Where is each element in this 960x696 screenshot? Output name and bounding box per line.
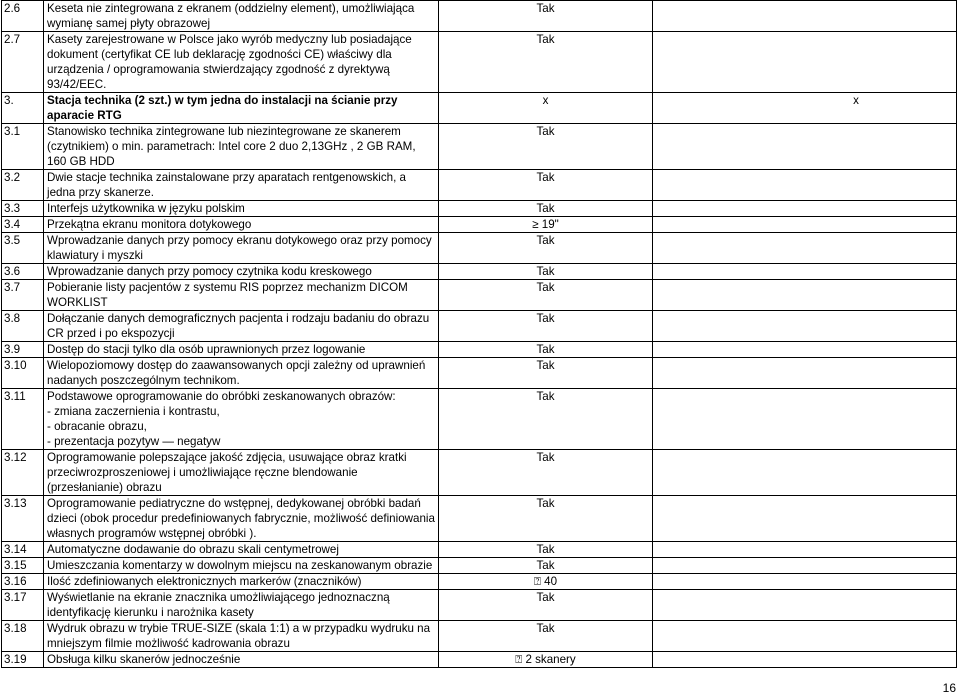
row-description-text: Wprowadzanie danych przy pomocy czytnika kodu kreskowego bbox=[47, 265, 372, 278]
row-value-text: Tak bbox=[536, 559, 555, 572]
row-extra bbox=[653, 342, 957, 358]
table-row bbox=[2, 1, 957, 32]
row-value-text: Tak bbox=[536, 202, 555, 215]
row-description-text: Oprogramowanie polepszające jakość zdjęcia, usuwające obraz kratki przeciwrozproszeniowej i umożliwiające ręczne blendowanie (przesłanianie) obrazu bbox=[47, 451, 407, 494]
row-value bbox=[439, 201, 653, 217]
row-bullet-item: - prezentacja pozytyw — negatyw bbox=[47, 435, 221, 448]
row-number: 3.1 bbox=[2, 124, 44, 170]
row-description-text: Automatyczne dodawanie do obrazu skali centymetrowej bbox=[47, 543, 339, 556]
row-number: 3.10 bbox=[2, 358, 44, 389]
row-value bbox=[439, 621, 653, 652]
row-value bbox=[439, 496, 653, 542]
table-row bbox=[2, 558, 957, 574]
row-value bbox=[439, 342, 653, 358]
row-extra bbox=[653, 124, 957, 170]
row-description bbox=[44, 574, 439, 590]
row-description-text: Kasety zarejestrowane w Polsce jako wyrób medyczny lub posiadające dokument (certyfikat CE lub deklarację zgodności CE) właściwy dla urządzenia / oprogramowania stwierdzający zgodność z dyrektywą 93/42/EEC. bbox=[47, 33, 412, 91]
row-value bbox=[439, 558, 653, 574]
row-value bbox=[439, 574, 653, 590]
row-extra bbox=[653, 264, 957, 280]
row-value-text: ⍰ 2 skanery bbox=[515, 653, 576, 666]
row-description bbox=[44, 32, 439, 93]
row-description-text: Interfejs użytkownika w języku polskim bbox=[47, 202, 245, 215]
row-value-text: x bbox=[542, 94, 549, 107]
row-number: 3.9 bbox=[2, 342, 44, 358]
table-row bbox=[2, 358, 957, 389]
row-description-text: Umieszczania komentarzy w dowolnym miejscu na zeskanowanym obrazie bbox=[47, 559, 433, 572]
row-description bbox=[44, 558, 439, 574]
row-description bbox=[44, 389, 439, 450]
row-description bbox=[44, 450, 439, 496]
row-description-text: Wielopoziomowy dostęp do zaawansowanych opcji zależny od uprawnień nadanych poszczególnym technikom. bbox=[47, 359, 426, 387]
row-value bbox=[439, 217, 653, 233]
row-extra bbox=[653, 201, 957, 217]
row-description bbox=[44, 264, 439, 280]
row-description bbox=[44, 590, 439, 621]
row-extra bbox=[653, 389, 957, 450]
row-value-text: Tak bbox=[536, 497, 555, 510]
row-number: 3.13 bbox=[2, 496, 44, 542]
page-number: 16 bbox=[942, 681, 956, 695]
row-value-text: Tak bbox=[536, 622, 555, 635]
row-extra-text: x bbox=[853, 94, 859, 107]
table-row bbox=[2, 124, 957, 170]
row-number: 3.15 bbox=[2, 558, 44, 574]
row-extra bbox=[653, 170, 957, 201]
table-row bbox=[2, 217, 957, 233]
table-row bbox=[2, 233, 957, 264]
row-value bbox=[439, 311, 653, 342]
row-value bbox=[439, 264, 653, 280]
row-description-text: Obsługa kilku skanerów jednocześnie bbox=[47, 653, 241, 666]
row-number: 3.7 bbox=[2, 280, 44, 311]
row-description-text: Wydruk obrazu w trybie TRUE-SIZE (skala 1:1) a w przypadku wydruku na mniejszym filmie możliwość kadrowania obrazu bbox=[47, 622, 431, 650]
row-value-text: Tak bbox=[536, 33, 555, 46]
specification-table bbox=[1, 0, 957, 668]
row-extra bbox=[653, 450, 957, 496]
row-number: 3. bbox=[2, 93, 44, 124]
table-row bbox=[2, 621, 957, 652]
row-value bbox=[439, 542, 653, 558]
row-number: 3.5 bbox=[2, 233, 44, 264]
table-row bbox=[2, 311, 957, 342]
row-value-text: Tak bbox=[536, 451, 555, 464]
row-extra bbox=[653, 32, 957, 93]
row-description-text: Ilość zdefiniowanych elektronicznych markerów (znaczników) bbox=[47, 575, 362, 588]
row-bullet-item: - obracanie obrazu, bbox=[47, 420, 147, 433]
row-extra bbox=[653, 590, 957, 621]
row-description bbox=[44, 542, 439, 558]
row-bullet-item: - zmiana zaczernienia i kontrastu, bbox=[47, 405, 220, 418]
row-description bbox=[44, 342, 439, 358]
table-row bbox=[2, 496, 957, 542]
row-description bbox=[44, 201, 439, 217]
row-number: 3.3 bbox=[2, 201, 44, 217]
row-extra bbox=[653, 217, 957, 233]
row-extra bbox=[653, 280, 957, 311]
row-value bbox=[439, 652, 653, 668]
row-number: 3.11 bbox=[2, 389, 44, 450]
row-number: 3.12 bbox=[2, 450, 44, 496]
row-number: 3.2 bbox=[2, 170, 44, 201]
table-row bbox=[2, 32, 957, 93]
row-value bbox=[439, 233, 653, 264]
row-number: 3.14 bbox=[2, 542, 44, 558]
row-description bbox=[44, 496, 439, 542]
table-row bbox=[2, 590, 957, 621]
table-row bbox=[2, 280, 957, 311]
row-value-text: Tak bbox=[536, 591, 555, 604]
table-row bbox=[2, 93, 957, 124]
row-value bbox=[439, 389, 653, 450]
row-value bbox=[439, 450, 653, 496]
row-number: 3.4 bbox=[2, 217, 44, 233]
row-value-text: Tak bbox=[536, 125, 555, 138]
row-value bbox=[439, 93, 653, 124]
row-description-text: Wprowadzanie danych przy pomocy ekranu dotykowego oraz przy pomocy klawiatury i myszki bbox=[47, 234, 432, 262]
row-description-text: Przekątna ekranu monitora dotykowego bbox=[47, 218, 252, 231]
row-extra bbox=[653, 233, 957, 264]
row-number: 3.17 bbox=[2, 590, 44, 621]
row-value-text: Tak bbox=[536, 171, 555, 184]
row-description bbox=[44, 358, 439, 389]
row-description-text: Stanowisko technika zintegrowane lub niezintegrowane ze skanerem (czytnikiem) o min. parametrach: Intel core 2 duo 2,13GHz , 2 GB RAM, 160 GB HDD bbox=[47, 125, 416, 168]
row-extra bbox=[653, 93, 957, 124]
table-row bbox=[2, 170, 957, 201]
row-value-text: Tak bbox=[536, 234, 555, 247]
row-value bbox=[439, 124, 653, 170]
row-extra bbox=[653, 311, 957, 342]
row-description bbox=[44, 170, 439, 201]
row-extra bbox=[653, 652, 957, 668]
table-row bbox=[2, 264, 957, 280]
row-description-text: Stacja technika (2 szt.) w tym jedna do instalacji na ścianie przy aparacie RTG bbox=[47, 94, 398, 122]
table-row bbox=[2, 389, 957, 450]
row-description-text: Pobieranie listy pacjentów z systemu RIS poprzez mechanizm DICOM WORKLIST bbox=[47, 281, 408, 309]
row-description-text: Keseta nie zintegrowana z ekranem (oddzielny element), umożliwiająca wymianę samej płyty obrazowej bbox=[47, 2, 415, 30]
table-row bbox=[2, 542, 957, 558]
row-description bbox=[44, 93, 439, 124]
row-description-text: Dwie stacje technika zainstalowane przy aparatach rentgenowskich, a jedna przy skanerze. bbox=[47, 171, 406, 199]
row-description bbox=[44, 124, 439, 170]
row-value bbox=[439, 32, 653, 93]
row-value bbox=[439, 358, 653, 389]
row-value bbox=[439, 590, 653, 621]
table-row bbox=[2, 450, 957, 496]
row-number: 2.7 bbox=[2, 32, 44, 93]
row-extra bbox=[653, 496, 957, 542]
row-description bbox=[44, 311, 439, 342]
row-description bbox=[44, 280, 439, 311]
row-value-text: Tak bbox=[536, 312, 555, 325]
row-value-text: Tak bbox=[536, 543, 555, 556]
row-description bbox=[44, 1, 439, 32]
row-extra bbox=[653, 358, 957, 389]
row-value bbox=[439, 1, 653, 32]
row-description bbox=[44, 233, 439, 264]
row-value-text: ⍰ 40 bbox=[533, 575, 558, 588]
row-extra bbox=[653, 558, 957, 574]
row-description-text: Oprogramowanie pediatryczne do wstępnej, dedykowanej obróbki badań dzieci (obok procedur predefiniowanych fabrycznie, możliwość definiowania własnych programów wstępnej obróbki ). bbox=[47, 497, 435, 540]
row-extra bbox=[653, 621, 957, 652]
table-row bbox=[2, 342, 957, 358]
row-description-text: Wyświetlanie na ekranie znacznika umożliwiającego jednoznaczną identyfikację kierunku i narożnika kasety bbox=[47, 591, 390, 619]
row-extra bbox=[653, 574, 957, 590]
row-description-text: Podstawowe oprogramowanie do obróbki zeskanowanych obrazów: bbox=[47, 390, 396, 403]
table-row bbox=[2, 652, 957, 668]
row-value-text: Tak bbox=[536, 390, 555, 403]
row-value-text: Tak bbox=[536, 265, 555, 278]
row-number: 3.8 bbox=[2, 311, 44, 342]
specification-table-body bbox=[2, 1, 957, 668]
row-value-text: ≥ 19" bbox=[532, 218, 559, 231]
row-description-text: Dostęp do stacji tylko dla osób uprawnionych przez logowanie bbox=[47, 343, 366, 356]
row-value-text: Tak bbox=[536, 359, 555, 372]
table-row bbox=[2, 574, 957, 590]
row-value bbox=[439, 280, 653, 311]
row-value-text: Tak bbox=[536, 343, 555, 356]
row-number: 3.18 bbox=[2, 621, 44, 652]
row-extra bbox=[653, 542, 957, 558]
row-extra bbox=[653, 1, 957, 32]
row-number: 3.19 bbox=[2, 652, 44, 668]
row-description bbox=[44, 217, 439, 233]
row-description bbox=[44, 652, 439, 668]
row-number: 3.6 bbox=[2, 264, 44, 280]
row-number: 2.6 bbox=[2, 1, 44, 32]
table-row bbox=[2, 201, 957, 217]
row-value bbox=[439, 170, 653, 201]
row-value-text: Tak bbox=[536, 281, 555, 294]
row-value-text: Tak bbox=[536, 2, 555, 15]
row-number: 3.16 bbox=[2, 574, 44, 590]
row-description-text: Dołączanie danych demograficznych pacjenta i rodzaju badaniu do obrazu CR przed i po ekspozycji bbox=[47, 312, 430, 340]
row-description bbox=[44, 621, 439, 652]
